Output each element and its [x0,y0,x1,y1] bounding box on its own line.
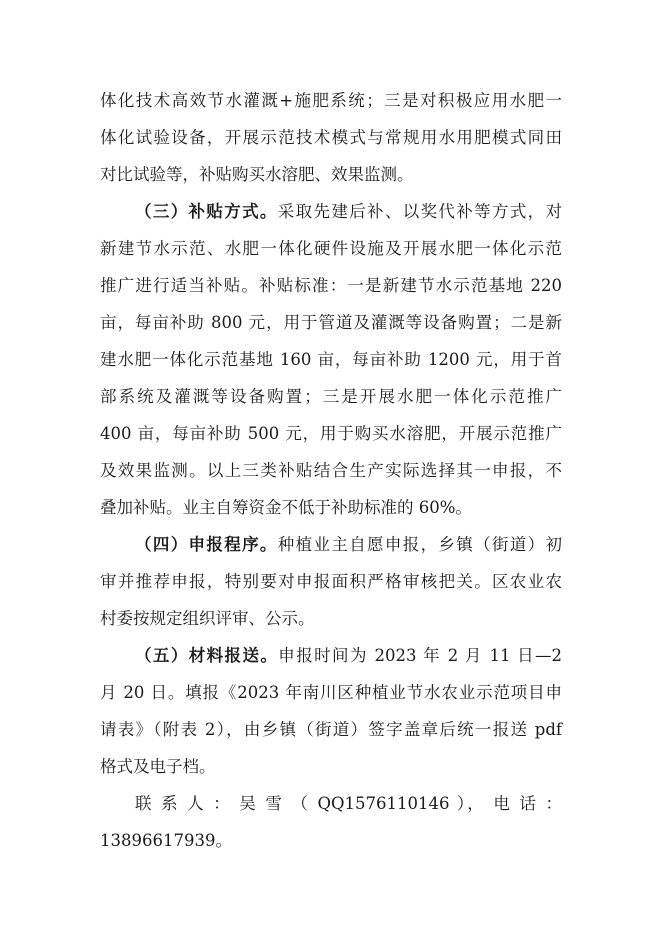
text-line [100,526,562,563]
section-heading: （三）补贴方式。 [135,202,278,221]
text-line: 亩，每亩补助 800 元，用于管道及灌溉等设备购置；二是新 [100,313,562,332]
text-line: 新建节水示范、水肥一体化硬件设施及开展水肥一体化示范 [100,239,562,258]
paragraph-application-procedure [100,526,562,637]
contact-line: 联 系 人 ： 吴 雪 （ QQ1576110146 ）， 电 话 ： [135,794,562,813]
paragraph-measures [100,82,562,193]
section-heading: （五）材料报送。 [135,646,279,665]
text-span: 采取先建后补、以奖代补等方式，对 [277,202,563,221]
text-line [100,637,562,674]
text-line: 推广进行适当补贴。补贴标准：一是新建节水示范基地 220 [100,276,562,295]
text-span: 申报时间为 2023 年 2 月 11 日—2 [278,646,563,665]
text-line: 月 20 日。填报《2023 年南川区种植业节水农业示范项目申 [100,683,562,702]
text-line: 及效果监测。以上三类补贴结合生产实际选择其一申报，不 [100,461,562,480]
text-span: 种植业主自愿申报，乡镇（街道）初 [277,535,563,554]
text-line: 400 亩，每亩补助 500 元，用于购买水溶肥，开展示范推广 [100,424,562,443]
text-line: 审并推荐申报，特别要对申报面积严格审核把关。区农业农 [100,572,562,591]
phone-line: 13896617939。 [100,831,232,850]
text-line: 格式及电子档。 [100,757,216,776]
text-line: 请表》（附表 2），由乡镇（街道）签字盖章后统一报送 pdf [100,720,562,739]
text-line: 部系统及灌溉等设备购置；三是开展水肥一体化示范推广 [100,387,562,406]
paragraph-material-submission [100,637,562,785]
text-line: 建水肥一体化示范基地 160 亩，每亩补助 1200 元，用于首 [100,350,562,369]
document-body [100,82,562,859]
text-line: 对比试验等，补贴购买水溶肥、效果监测。 [100,165,414,184]
text-line: 体化试验设备，开展示范技术模式与常规用水用肥模式同田 [100,128,562,147]
text-line [100,193,562,230]
text-line: 村委按规定组织评审、公示。 [100,609,315,628]
paragraph-contact [100,785,562,859]
section-heading: （四）申报程序。 [135,535,278,554]
paragraph-subsidy-method [100,193,562,526]
text-line: 体化技术高效节水灌溉+施肥系统；三是对积极应用水肥一 [100,91,562,110]
text-line: 叠加补贴。业主自筹资金不低于补助标准的 60%。 [100,498,472,517]
